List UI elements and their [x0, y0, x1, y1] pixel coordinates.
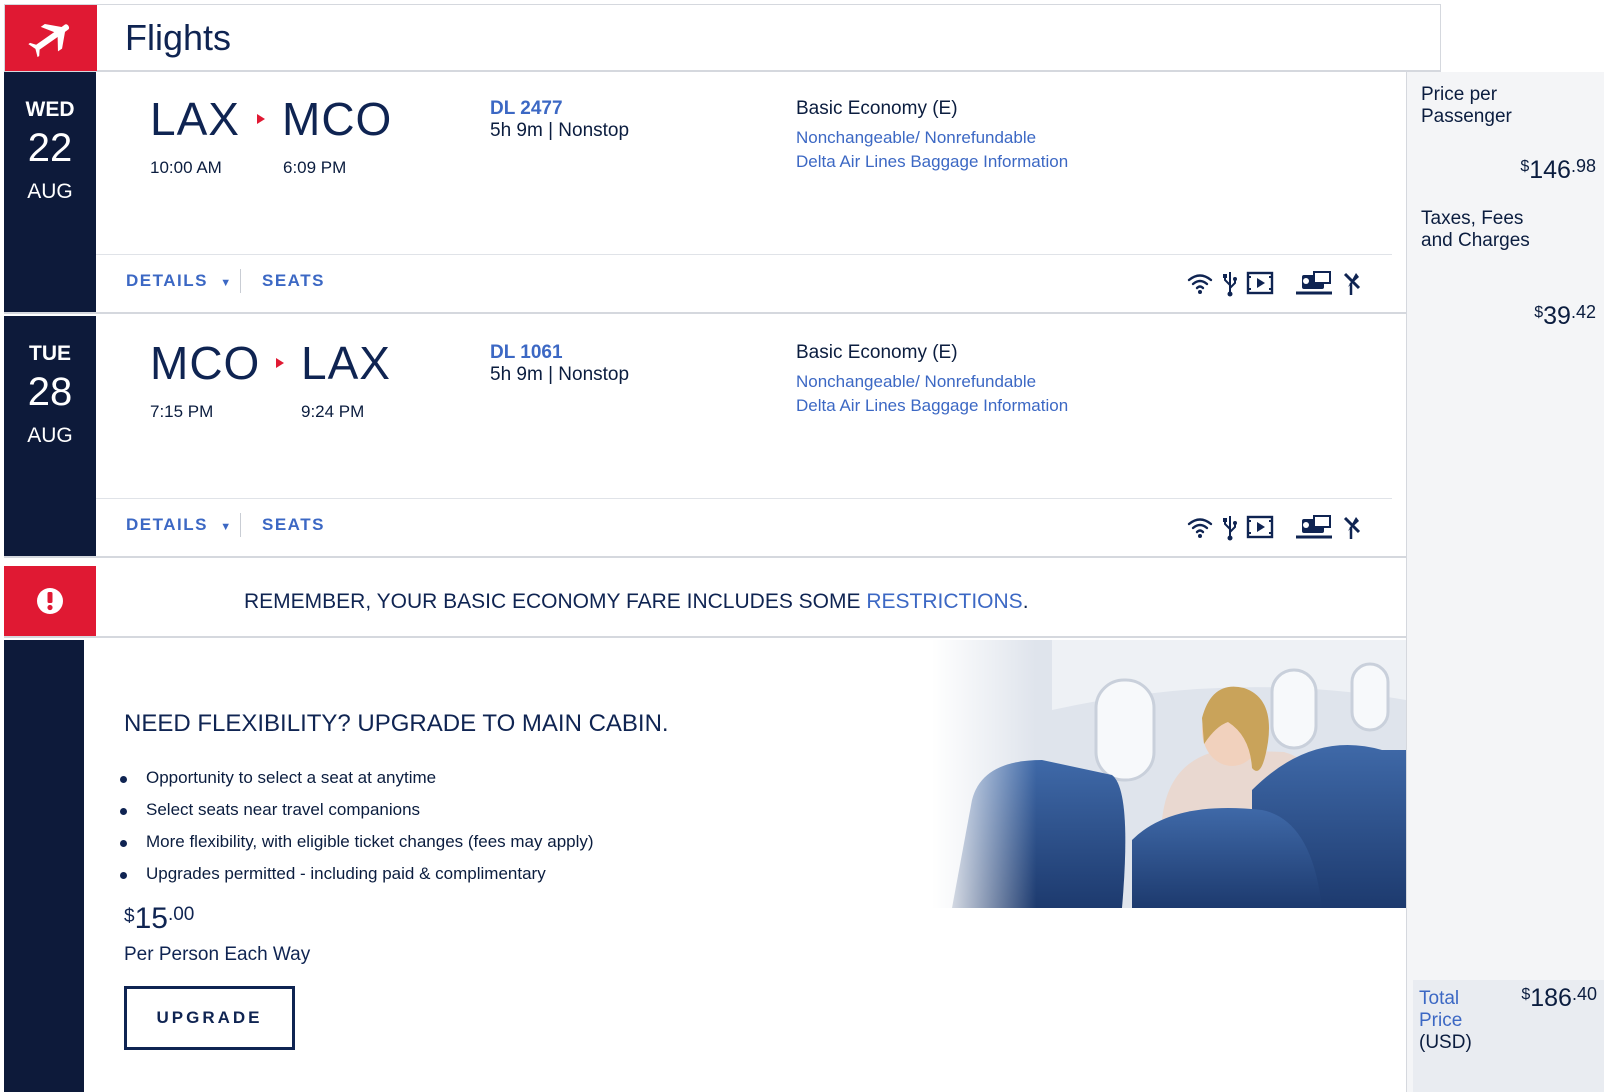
details-toggle[interactable] — [126, 515, 233, 535]
satellite-tv-icon — [1342, 269, 1362, 297]
airplane-icon — [5, 5, 97, 71]
cabin-photo — [932, 640, 1406, 908]
seats-link[interactable]: SEATS — [262, 515, 325, 534]
taxes-label: Taxes, Fees and Charges — [1421, 208, 1530, 251]
usb-power-icon — [1222, 269, 1238, 297]
chevron-down-icon: ▼ — [220, 521, 233, 533]
details-label: DETAILS — [126, 271, 208, 290]
upsell-side-bar — [4, 640, 84, 1092]
benefit-item: Select seats near travel companions — [116, 800, 594, 832]
price-cents: .40 — [1571, 984, 1597, 1004]
arrival-time: 6:09 PM — [283, 158, 347, 177]
flight-footer — [96, 254, 1392, 312]
currency-symbol: $ — [1521, 986, 1531, 1003]
flight-day: 22 — [27, 126, 73, 170]
price-dollars: 146 — [1529, 156, 1571, 184]
currency-symbol: $ — [1534, 304, 1544, 321]
origin-airport: MCO — [150, 337, 261, 389]
wifi-icon — [1186, 269, 1214, 297]
seats-link[interactable]: SEATS — [262, 271, 325, 290]
arrival-time: 9:24 PM — [301, 402, 365, 421]
flight-footer — [96, 498, 1392, 556]
flight-month: AUG — [27, 180, 73, 203]
power-outlet-icon — [1294, 269, 1334, 297]
baggage-info-link[interactable]: Delta Air Lines Baggage Information — [796, 152, 1069, 171]
destination-airport: MCO — [282, 93, 393, 145]
flight-day-of-week: WED — [25, 98, 75, 121]
restrictions-suffix: . — [1022, 590, 1029, 613]
benefit-item: More flexibility, with eligible ticket changes (fees may apply) — [116, 832, 594, 864]
origin-airport: LAX — [150, 93, 240, 145]
restrictions-notice — [244, 590, 1029, 614]
price-dollars: 39 — [1543, 302, 1571, 330]
taxes-amount — [1534, 302, 1596, 331]
flights-header — [4, 4, 1441, 72]
fare-rules-link[interactable]: Nonchangeable/ Nonrefundable — [796, 128, 1037, 147]
upgrade-button[interactable]: UPGRADE — [124, 986, 295, 1050]
price-cents: .00 — [167, 904, 195, 925]
benefits-list — [116, 768, 594, 896]
total-label-line: Price — [1419, 1010, 1463, 1031]
upgrade-upsell — [4, 640, 1406, 1092]
flight-segment-1 — [4, 72, 1406, 314]
currency-symbol: $ — [124, 906, 135, 927]
benefit-item: Opportunity to select a seat at anytime — [116, 768, 594, 800]
satellite-tv-icon — [1342, 513, 1362, 541]
flight-duration: 5h 9m | Nonstop — [490, 364, 630, 385]
amenities — [1186, 513, 1362, 541]
route-arrow-icon — [276, 358, 284, 368]
route-arrow-icon — [257, 114, 265, 124]
total-price — [1521, 984, 1597, 1013]
price-dollars: 186 — [1530, 984, 1572, 1012]
price-per-passenger — [1520, 156, 1596, 185]
benefit-item: Upgrades permitted - including paid & complimentary — [116, 864, 594, 896]
details-toggle[interactable] — [126, 271, 233, 291]
total-label-line: Total — [1419, 988, 1460, 1009]
flight-day: 28 — [27, 370, 73, 414]
fare-class: Basic Economy (E) — [796, 342, 958, 363]
currency-symbol: $ — [1520, 158, 1530, 175]
tab-divider — [240, 513, 241, 537]
banner-icon-box — [4, 566, 96, 636]
flight-date — [4, 316, 96, 556]
flight-number-link[interactable]: DL 2477 — [490, 98, 563, 119]
tab-divider — [240, 269, 241, 293]
upsell-title: NEED FLEXIBILITY? UPGRADE TO MAIN CABIN. — [124, 710, 669, 737]
amenities — [1186, 269, 1362, 297]
header-icon-box — [5, 5, 97, 71]
flight-number-link[interactable]: DL 1061 — [490, 342, 563, 363]
flight-day-of-week: TUE — [29, 342, 71, 365]
restrictions-link[interactable]: RESTRICTIONS — [866, 590, 1023, 613]
video-icon — [1246, 269, 1274, 297]
flight-date — [4, 72, 96, 312]
total-price-box — [1413, 980, 1604, 1092]
page-title: Flights — [125, 17, 232, 58]
details-label: DETAILS — [126, 515, 208, 534]
chevron-down-icon: ▼ — [220, 277, 233, 289]
destination-airport: LAX — [301, 337, 391, 389]
usb-power-icon — [1222, 513, 1238, 541]
cabin-illustration — [932, 640, 1406, 908]
restrictions-text: REMEMBER, YOUR BASIC ECONOMY FARE INCLUDES SOME — [244, 590, 867, 613]
total-label — [1419, 988, 1472, 1054]
flight-duration: 5h 9m | Nonstop — [490, 120, 630, 141]
restrictions-banner — [4, 566, 1406, 638]
fare-rules-link[interactable]: Nonchangeable/ Nonrefundable — [796, 372, 1037, 391]
price-per-passenger-label: Price per Passenger — [1421, 84, 1512, 127]
fare-class: Basic Economy (E) — [796, 98, 958, 119]
price-cents: .98 — [1570, 156, 1596, 176]
total-currency-label: (USD) — [1419, 1032, 1472, 1053]
departure-time: 7:15 PM — [150, 402, 214, 421]
alert-icon — [4, 566, 96, 636]
price-cents: .42 — [1570, 302, 1596, 322]
video-icon — [1246, 513, 1274, 541]
wifi-icon — [1186, 513, 1214, 541]
baggage-info-link[interactable]: Delta Air Lines Baggage Information — [796, 396, 1069, 415]
departure-time: 10:00 AM — [150, 158, 222, 177]
upgrade-price-note: Per Person Each Way — [124, 944, 311, 965]
flight-month: AUG — [27, 424, 73, 447]
power-outlet-icon — [1294, 513, 1334, 541]
price-dollars: 15 — [134, 902, 168, 935]
upgrade-price — [124, 902, 194, 936]
flight-segment-2 — [4, 316, 1406, 558]
price-summary — [1406, 72, 1604, 1092]
